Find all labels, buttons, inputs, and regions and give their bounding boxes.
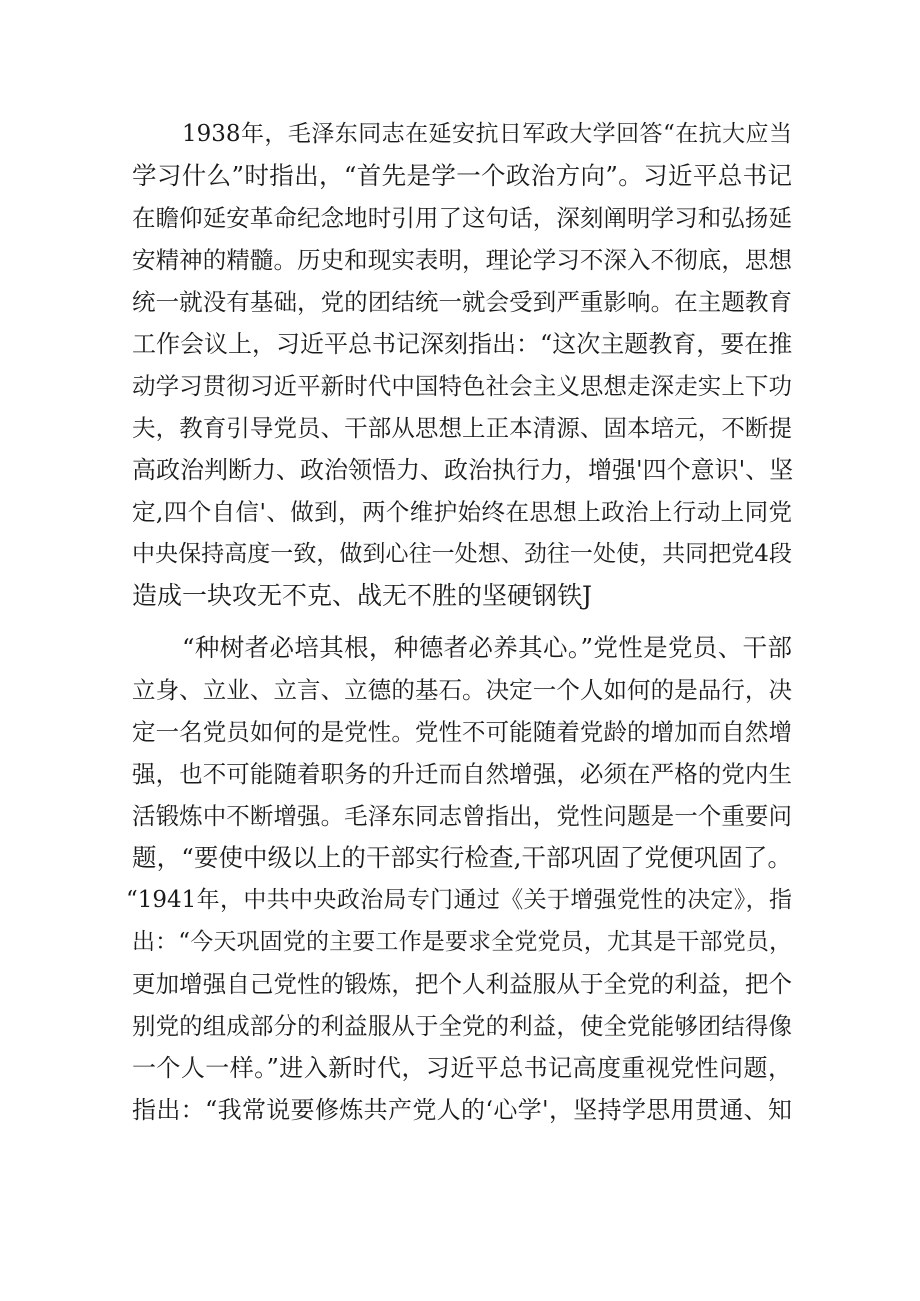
text-line: 安精神的精髓。历史和现实表明，理论学习不深入不彻底，思想	[132, 246, 792, 274]
text-line: 中央保持高度一致，做到心往一处想、劲往一处使，共同把党4段	[132, 541, 792, 567]
text-line: 活锻炼中不断增强。毛泽东同志曾指出，党性问题是一个重要问	[132, 802, 792, 830]
text-line: 动学习贯彻习近平新时代中国特色社会主义思想走深走实上下功	[132, 372, 792, 400]
text-line: “1941年，中共中央政治局专门通过《关于增强党性的决定》，指	[126, 887, 792, 913]
text-line: 一个人一样。”进入新时代，习近平总书记高度重视党性问题，	[132, 1054, 792, 1082]
text-line: 题，“要使中级以上的干部实行检查,干部巩固了党便巩固了。	[132, 843, 792, 872]
text-line: 夫，教育引导党员、干部从思想上正本清源、固本培元，不断提	[132, 414, 792, 442]
text-line: 立身、立业、立言、立德的基石。决定一个人如何的是品行，决	[132, 676, 792, 704]
text-line: 高政治判断力、政治领悟力、政治执行力，增强'四个意识'、坚	[132, 456, 794, 484]
text-line: 统一就没有基础，党的团结统一就会受到严重影响。在主题教育	[132, 288, 792, 316]
text-line: 造成一块攻无不克、战无不胜的坚硬钢铁J	[132, 581, 593, 610]
text-line: 定一名党员如何的是党性。党性不可能随着党龄的增加而自然增	[132, 718, 792, 746]
text-line: 出：“今天巩固党的主要工作是要求全党党员，尤其是干部党员，	[132, 929, 792, 955]
text-line: 定,四个自信'、做到，两个维护始终在思想上政治上行动上同党	[132, 498, 792, 526]
text-line: 别党的组成部分的利益服从于全党的利益，使全党能够团结得像	[132, 1012, 792, 1040]
text-line: 更加增强自己党性的锻炼，把个人利益服从于全党的利益，把个	[132, 970, 792, 998]
text-line: 强，也不可能随着职务的升迁而自然增强，必须在严格的党内生	[132, 760, 792, 788]
text-line: 在瞻仰延安革命纪念地时引用了这句话，深刻阐明学习和弘扬延	[132, 204, 792, 232]
text-line: 1938年，毛泽东同志在延安抗日军政大学回答“在抗大应当	[182, 121, 792, 147]
text-line: 工作会议上，习近平总书记深刻指出：“这次主题教育，要在推	[132, 330, 793, 358]
text-line: 指出：“我常说要修炼共产党人的‘心学'，坚持学思用贯通、知	[132, 1096, 792, 1124]
text-line: “种树者必培其根，种德者必养其心。”党性是党员、干部	[182, 633, 792, 662]
text-line: 学习什么”时指出，“首先是学一个政治方向”。习近平总书记	[132, 161, 792, 190]
